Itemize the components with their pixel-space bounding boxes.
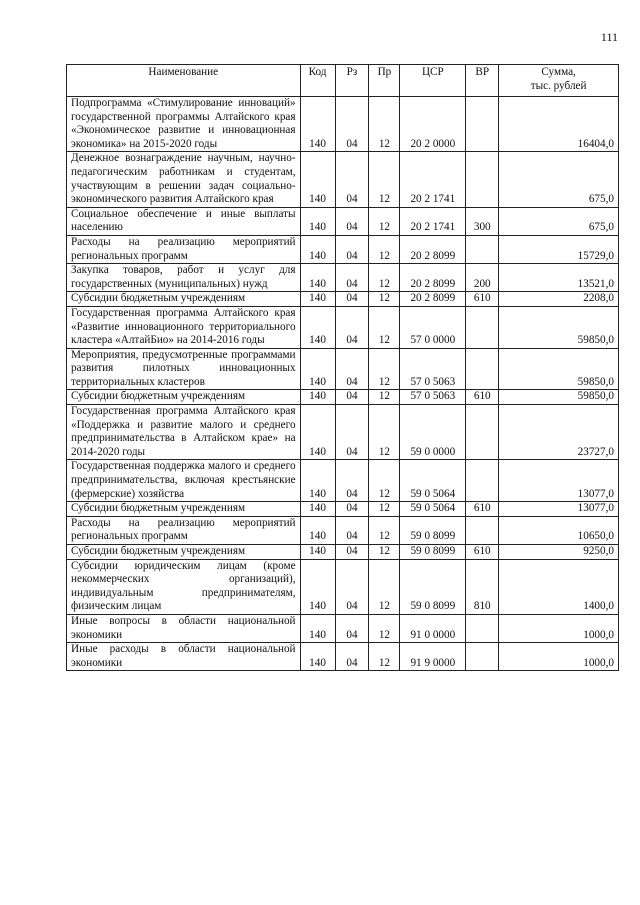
page-number: 111 (600, 30, 618, 44)
table-row (67, 614, 619, 642)
table-row (67, 152, 619, 207)
row-sum: 13077,0 (499, 502, 619, 517)
row-name: Субсидии юридическим лицам (кроме некоммерческих организаций), индивидуальным предпринимателям, физическим лицам (67, 559, 301, 614)
row-vr: 610 (466, 292, 499, 307)
row-pr: 12 (369, 643, 400, 671)
row-kod: 140 (300, 306, 335, 348)
row-vr (466, 516, 499, 544)
row-pr: 12 (369, 207, 400, 235)
row-rz: 04 (335, 643, 369, 671)
header-vr: ВР (466, 65, 499, 97)
row-pr: 12 (369, 306, 400, 348)
row-name: Расходы на реализацию мероприятий региональных программ (67, 235, 301, 263)
row-kod: 140 (300, 235, 335, 263)
row-pr: 12 (369, 460, 400, 502)
row-name: Иные расходы в области национальной экономики (67, 643, 301, 671)
row-pr: 12 (369, 405, 400, 460)
row-name: Субсидии бюджетным учреждениям (67, 545, 301, 560)
row-kod: 140 (300, 405, 335, 460)
table-row (67, 460, 619, 502)
row-sum: 59850,0 (499, 348, 619, 390)
row-kod: 140 (300, 643, 335, 671)
row-kod: 140 (300, 97, 335, 152)
row-name: Государственная поддержка малого и среднего предпринимательства, включая крестьянские (фермерские) хозяйства (67, 460, 301, 502)
row-name: Мероприятия, предусмотренные программами развития пилотных инновационных территориальных кластеров (67, 348, 301, 390)
row-name: Подпрограмма «Стимулирование инноваций» государственной программы Алтайского края «Экономическое развитие и инновационная экономика» на 2015-2020 годы (67, 97, 301, 152)
table-body (67, 97, 619, 671)
row-sum: 10650,0 (499, 516, 619, 544)
table-row (67, 207, 619, 235)
row-name: Субсидии бюджетным учреждениям (67, 292, 301, 307)
row-vr: 300 (466, 207, 499, 235)
row-kod: 140 (300, 502, 335, 517)
row-csr: 57 0 0000 (400, 306, 466, 348)
row-sum: 23727,0 (499, 405, 619, 460)
row-rz: 04 (335, 97, 369, 152)
row-vr (466, 614, 499, 642)
row-csr: 20 2 0000 (400, 97, 466, 152)
row-kod: 140 (300, 516, 335, 544)
row-csr: 57 0 5063 (400, 390, 466, 405)
row-csr: 91 9 0000 (400, 643, 466, 671)
row-sum: 13077,0 (499, 460, 619, 502)
row-rz: 04 (335, 405, 369, 460)
table-row (67, 306, 619, 348)
row-name: Государственная программа Алтайского края «Развитие инновационного территориального кластера «АлтайБио» на 2014-2016 годы (67, 306, 301, 348)
row-csr: 59 0 0000 (400, 405, 466, 460)
table-row (67, 97, 619, 152)
row-kod: 140 (300, 390, 335, 405)
table-row (67, 390, 619, 405)
table-row (67, 516, 619, 544)
row-rz: 04 (335, 390, 369, 405)
row-sum: 675,0 (499, 152, 619, 207)
row-vr: 610 (466, 390, 499, 405)
header-sum: Сумма, тыс. рублей (499, 65, 619, 97)
row-rz: 04 (335, 545, 369, 560)
row-vr (466, 306, 499, 348)
row-name: Субсидии бюджетным учреждениям (67, 390, 301, 405)
table-row (67, 545, 619, 560)
row-sum: 59850,0 (499, 306, 619, 348)
header-csr: ЦСР (400, 65, 466, 97)
row-rz: 04 (335, 306, 369, 348)
row-rz: 04 (335, 292, 369, 307)
table-row (67, 235, 619, 263)
row-csr: 20 2 8099 (400, 292, 466, 307)
row-csr: 59 0 8099 (400, 545, 466, 560)
row-csr: 57 0 5063 (400, 348, 466, 390)
row-csr: 20 2 1741 (400, 152, 466, 207)
row-vr: 810 (466, 559, 499, 614)
header-pr: Пр (369, 65, 400, 97)
table-row (67, 559, 619, 614)
row-kod: 140 (300, 614, 335, 642)
row-rz: 04 (335, 559, 369, 614)
row-pr: 12 (369, 292, 400, 307)
header-kod: Код (300, 65, 335, 97)
row-vr (466, 348, 499, 390)
header-name: Наименование (67, 65, 301, 97)
row-vr: 610 (466, 502, 499, 517)
row-name: Социальное обеспечение и иные выплаты населению (67, 207, 301, 235)
row-name: Расходы на реализацию мероприятий региональных программ (67, 516, 301, 544)
row-rz: 04 (335, 235, 369, 263)
row-rz: 04 (335, 207, 369, 235)
row-pr: 12 (369, 97, 400, 152)
row-sum: 59850,0 (499, 390, 619, 405)
row-csr: 59 0 5064 (400, 460, 466, 502)
table-row (67, 643, 619, 671)
row-kod: 140 (300, 348, 335, 390)
row-rz: 04 (335, 516, 369, 544)
row-pr: 12 (369, 545, 400, 560)
row-vr (466, 152, 499, 207)
row-csr: 59 0 8099 (400, 559, 466, 614)
table-row (67, 348, 619, 390)
row-rz: 04 (335, 614, 369, 642)
row-kod: 140 (300, 559, 335, 614)
row-kod: 140 (300, 207, 335, 235)
row-vr (466, 643, 499, 671)
row-vr (466, 97, 499, 152)
row-csr: 20 2 8099 (400, 235, 466, 263)
row-kod: 140 (300, 264, 335, 292)
row-sum: 9250,0 (499, 545, 619, 560)
row-csr: 20 2 8099 (400, 264, 466, 292)
row-vr (466, 405, 499, 460)
row-pr: 12 (369, 348, 400, 390)
row-kod: 140 (300, 152, 335, 207)
row-kod: 140 (300, 545, 335, 560)
row-kod: 140 (300, 460, 335, 502)
header-rz: Рз (335, 65, 369, 97)
row-name: Иные вопросы в области национальной экономики (67, 614, 301, 642)
row-csr: 59 0 8099 (400, 516, 466, 544)
row-pr: 12 (369, 559, 400, 614)
row-rz: 04 (335, 152, 369, 207)
row-csr: 59 0 5064 (400, 502, 466, 517)
table-row (67, 292, 619, 307)
row-kod: 140 (300, 292, 335, 307)
row-rz: 04 (335, 264, 369, 292)
row-vr: 200 (466, 264, 499, 292)
table-header-row (67, 65, 619, 97)
table-row (67, 502, 619, 517)
row-pr: 12 (369, 264, 400, 292)
table-row (67, 405, 619, 460)
row-vr: 610 (466, 545, 499, 560)
row-pr: 12 (369, 152, 400, 207)
row-pr: 12 (369, 235, 400, 263)
row-sum: 675,0 (499, 207, 619, 235)
row-name: Субсидии бюджетным учреждениям (67, 502, 301, 517)
row-name: Закупка товаров, работ и услуг для государственных (муниципальных) нужд (67, 264, 301, 292)
row-sum: 15729,0 (499, 235, 619, 263)
row-vr (466, 235, 499, 263)
budget-table (66, 64, 619, 671)
row-pr: 12 (369, 502, 400, 517)
row-name: Государственная программа Алтайского края «Поддержка и развитие малого и среднего предпринимательства в Алтайском крае» на 2014-2020 годы (67, 405, 301, 460)
row-csr: 20 2 1741 (400, 207, 466, 235)
row-vr (466, 460, 499, 502)
row-name: Денежное вознаграждение научным, научно-педагогическим работникам и студентам, участвующим в решении задач социально-экономического развития Алтайского края (67, 152, 301, 207)
row-rz: 04 (335, 348, 369, 390)
row-sum: 1000,0 (499, 643, 619, 671)
row-sum: 1000,0 (499, 614, 619, 642)
row-pr: 12 (369, 390, 400, 405)
row-sum: 16404,0 (499, 97, 619, 152)
row-pr: 12 (369, 516, 400, 544)
row-rz: 04 (335, 460, 369, 502)
row-csr: 91 0 0000 (400, 614, 466, 642)
row-sum: 13521,0 (499, 264, 619, 292)
row-sum: 2208,0 (499, 292, 619, 307)
row-pr: 12 (369, 614, 400, 642)
row-sum: 1400,0 (499, 559, 619, 614)
row-rz: 04 (335, 502, 369, 517)
table-row (67, 264, 619, 292)
